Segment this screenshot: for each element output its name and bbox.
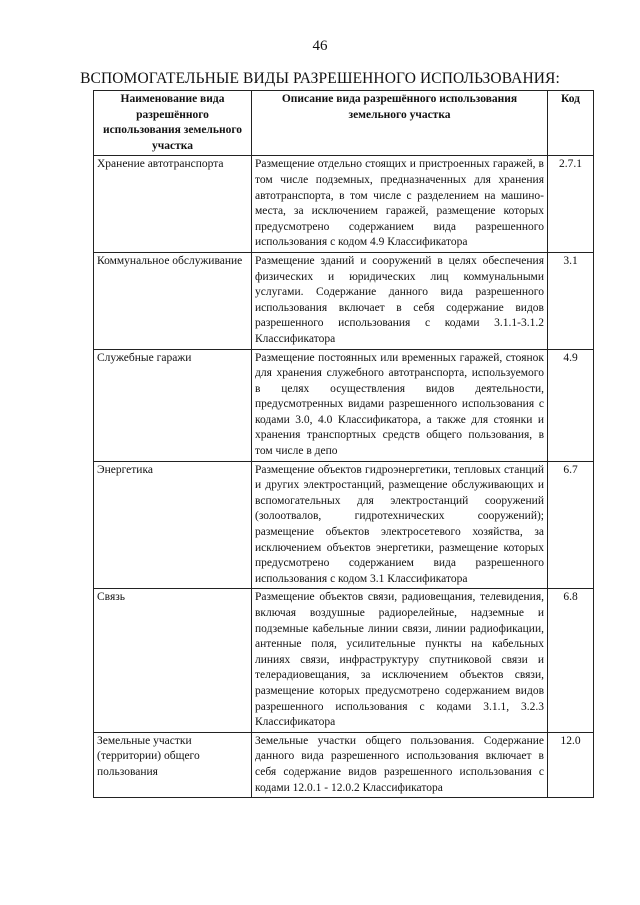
- use-code-cell: 6.8: [548, 589, 594, 732]
- use-name-cell: Земельные участки (территории) общего пользования: [94, 732, 252, 797]
- section-heading: ВСПОМОГАТЕЛЬНЫЕ ВИДЫ РАЗРЕШЕННОГО ИСПОЛЬЗОВАНИЯ:: [80, 70, 560, 87]
- table-row: [94, 461, 594, 589]
- use-description-cell: Размещение отдельно стоящих и пристроенных гаражей, в том числе подземных, предназначенных для хранения автотранспорта, в том числе с разделением на машино-места, за исключением гаражей, размещение которых предусмотрено содержанием вида разрешенного использования с кодом 4.9 Классификатора: [252, 156, 548, 253]
- use-description-cell: Размещение объектов гидроэнергетики, тепловых станций и других электростанций, размещение обслуживающих и вспомогательных для электростанций сооружений (золоотвалов, гидротехнических сооружений); размещение объектов электросетевого хозяйства, за исключением объектов энергетики, размещение которых предусмотрено содержанием вида разрешенного использования с кодом 3.1 Классификатора: [252, 461, 548, 589]
- use-name-cell: Хранение автотранспорта: [94, 156, 252, 253]
- use-name-cell: Служебные гаражи: [94, 349, 252, 461]
- use-code-cell: 12.0: [548, 732, 594, 797]
- table-row: [94, 589, 594, 732]
- use-description-cell: Земельные участки общего пользования. Содержание данного вида разрешенного использования включает в себя содержание видов разрешенного использования с кодами 12.0.1 - 12.0.2 Классификатора: [252, 732, 548, 797]
- table-row: [94, 349, 594, 461]
- use-code-cell: 4.9: [548, 349, 594, 461]
- use-name-cell: Энергетика: [94, 461, 252, 589]
- use-code-cell: 2.7.1: [548, 156, 594, 253]
- page-number: 46: [312, 38, 328, 54]
- table-header-row: [94, 91, 594, 156]
- use-name-cell: Коммунальное обслуживание: [94, 252, 252, 349]
- use-description-cell: Размещение постоянных или временных гаражей, стоянок для хранения служебного автотранспорта, используемого в целях осуществления видов деятельности, предусмотренных видами разрешенного использования с кодами 3.0, 4.0 Классификатора, а также для стоянки и хранения транспортных средств общего пользования, в том числе в депо: [252, 349, 548, 461]
- column-header-description: Описание вида разрешённого использования земельного участка: [252, 91, 548, 156]
- use-name-cell: Связь: [94, 589, 252, 732]
- table-row: [94, 156, 594, 253]
- table-row: [94, 252, 594, 349]
- table-row: [94, 732, 594, 797]
- column-header-name: Наименование вида разрешённого использования земельного участка: [94, 91, 252, 156]
- use-description-cell: Размещение объектов связи, радиовещания, телевидения, включая воздушные радиорелейные, надземные и подземные кабельные линии связи, линии радиофикации, антенные поля, усилительные пункты на кабельных линиях связи, инфраструктуру спутниковой связи и телерадиовещания, за исключением объектов связи, размещение которых предусмотрено содержанием видов разрешенного использования с кодами 3.1.1, 3.2.3 Классификатора: [252, 589, 548, 732]
- use-code-cell: 3.1: [548, 252, 594, 349]
- column-header-code: Код: [548, 91, 594, 156]
- land-use-table: [93, 90, 594, 798]
- use-description-cell: Размещение зданий и сооружений в целях обеспечения физических и юридических лиц коммунальными услугами. Содержание данного вида разрешенного использования включает в себя содержание видов разрешенного использования с кодами 3.1.1-3.1.2 Классификатора: [252, 252, 548, 349]
- use-code-cell: 6.7: [548, 461, 594, 589]
